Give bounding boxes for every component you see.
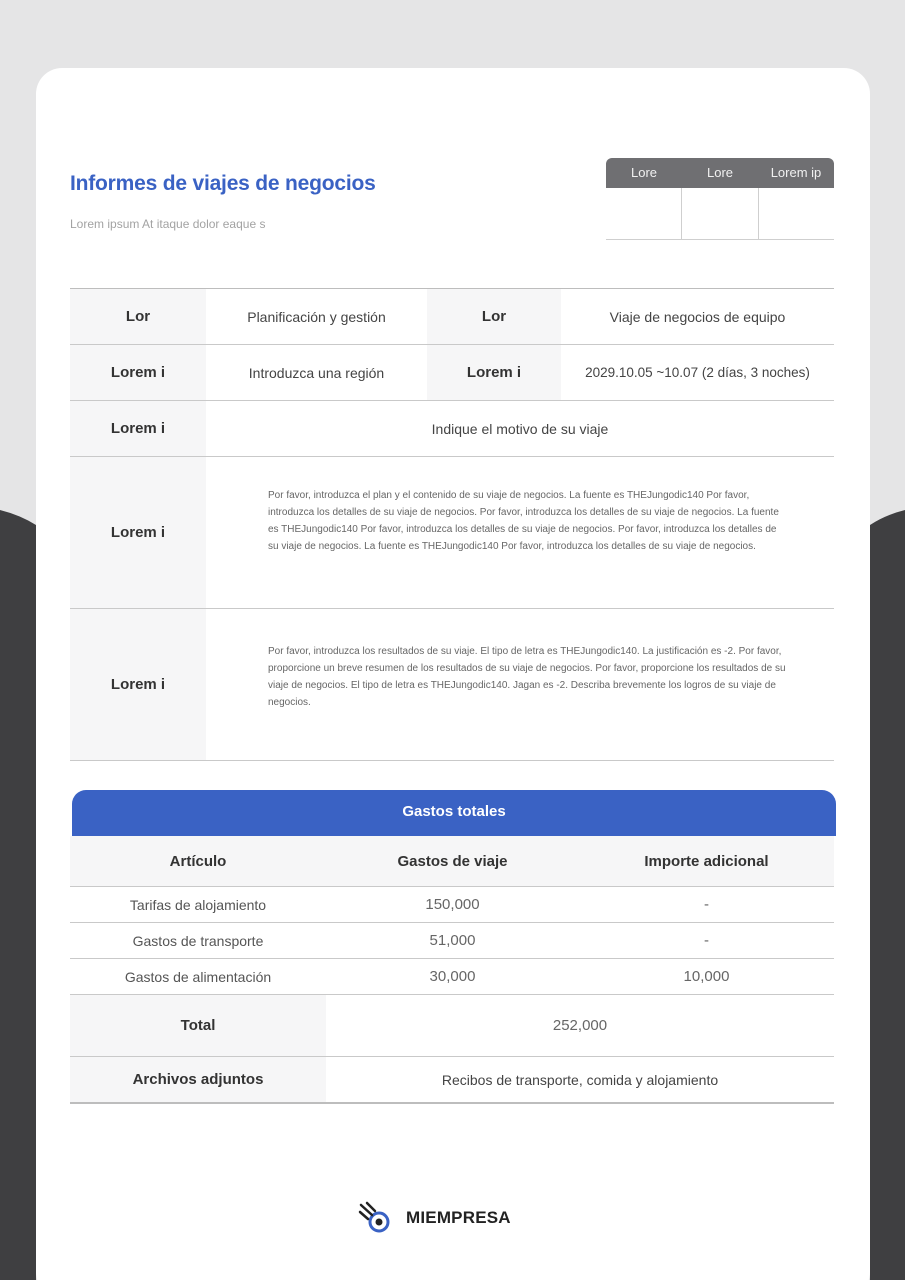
purpose-value[interactable]: Indique el motivo de su viaje <box>431 420 609 437</box>
info-label: Lorem i <box>70 609 206 760</box>
column-header-travel: Gastos de viaje <box>326 836 579 886</box>
plan-value[interactable]: Por favor, introduzca el plan y el contenido de su viaje de negocios. La fuente es THEJungodic140 Por favor, introduzca los detalles de su viaje de negocios. Por favor, introduzca los detalles de su viaje de negocios. La fuente es THEJungodic140 Por favor, introduzca los detalles de su viaje de negocios. Por favor, introduzca los detalles de su viaje de negocios. La fuente es THEJungodic140 Por favor, introduzca los detalles de su viaje de negocios. <box>268 490 779 552</box>
attachments-value[interactable]: Recibos de transporte, comida y alojamiento <box>441 1071 719 1088</box>
column-header-extra: Importe adicional <box>579 836 834 886</box>
attachments-label: Archivos adjuntos <box>70 1057 326 1102</box>
total-value[interactable]: 252,000 <box>552 1017 608 1034</box>
expense-travel[interactable]: 51,000 <box>429 932 476 949</box>
expenses-title: Gastos totales <box>72 790 836 836</box>
trip-type-value[interactable]: Viaje de negocios de equipo <box>609 308 786 325</box>
expense-name: Tarifas de alojamiento <box>129 896 267 913</box>
expenses-table <box>70 836 834 1104</box>
info-row-region-dates <box>70 345 834 401</box>
info-label: Lor <box>427 289 561 344</box>
trip-info-table <box>70 288 834 761</box>
expenses-header-row <box>70 836 834 887</box>
info-row-plan <box>70 457 834 609</box>
approval-column-2: Lore <box>706 165 734 180</box>
expense-travel[interactable]: 150,000 <box>425 896 480 913</box>
attachments-row <box>70 1057 834 1104</box>
table-row <box>70 959 834 995</box>
table-row <box>70 887 834 923</box>
swoosh-target-icon <box>358 1201 392 1235</box>
approval-signature-3[interactable] <box>759 188 834 239</box>
expense-extra[interactable]: - <box>704 932 709 949</box>
info-row-purpose <box>70 401 834 457</box>
total-label: Total <box>70 995 326 1056</box>
approval-signature-1[interactable] <box>606 188 682 239</box>
info-label: Lorem i <box>70 401 206 456</box>
expense-extra[interactable]: 10,000 <box>683 968 730 985</box>
info-label: Lor <box>70 289 206 344</box>
approval-signature-2[interactable] <box>682 188 758 239</box>
info-row-department <box>70 289 834 345</box>
results-value[interactable]: Por favor, introduzca los resultados de su viaje. El tipo de letra es THEJungodic140. La justificación es -2. Por favor, proporcione un breve resumen de los resultados de su viaje de negocios. Por favor, proporcione los resultados de su viaje de negocios. El tipo de letra es THEJungodic140. Jagan es -2. Describa brevemente los logros de su viaje de negocios. <box>268 646 786 708</box>
department-value[interactable]: Planificación y gestión <box>247 308 386 325</box>
page-subtitle: Lorem ipsum At itaque dolor eaque s <box>70 217 266 231</box>
table-row <box>70 923 834 959</box>
approval-column-1: Lore <box>630 165 658 180</box>
page-title: Informes de viajes de negocios <box>70 172 376 195</box>
footer-logo <box>358 1198 511 1238</box>
region-value[interactable]: Introduzca una región <box>248 364 385 381</box>
brand-name: MIEMPRESA <box>406 1208 511 1227</box>
info-label: Lorem i <box>70 345 206 400</box>
approval-box <box>606 158 834 240</box>
info-row-results <box>70 609 834 761</box>
expense-travel[interactable]: 30,000 <box>429 968 476 985</box>
info-label: Lorem i <box>70 457 206 608</box>
dates-value[interactable]: 2029.10.05 ~10.07 (2 días, 3 noches) <box>585 365 810 380</box>
expense-name: Gastos de transporte <box>132 932 264 949</box>
column-header-item: Artículo <box>70 836 326 886</box>
approval-header <box>606 158 834 188</box>
approval-signature-cells <box>606 188 834 240</box>
approval-column-3: Lorem ip <box>770 165 822 180</box>
info-label: Lorem i <box>427 345 561 400</box>
total-row <box>70 995 834 1057</box>
expense-extra[interactable]: - <box>704 896 709 913</box>
expense-name: Gastos de alimentación <box>124 968 272 985</box>
